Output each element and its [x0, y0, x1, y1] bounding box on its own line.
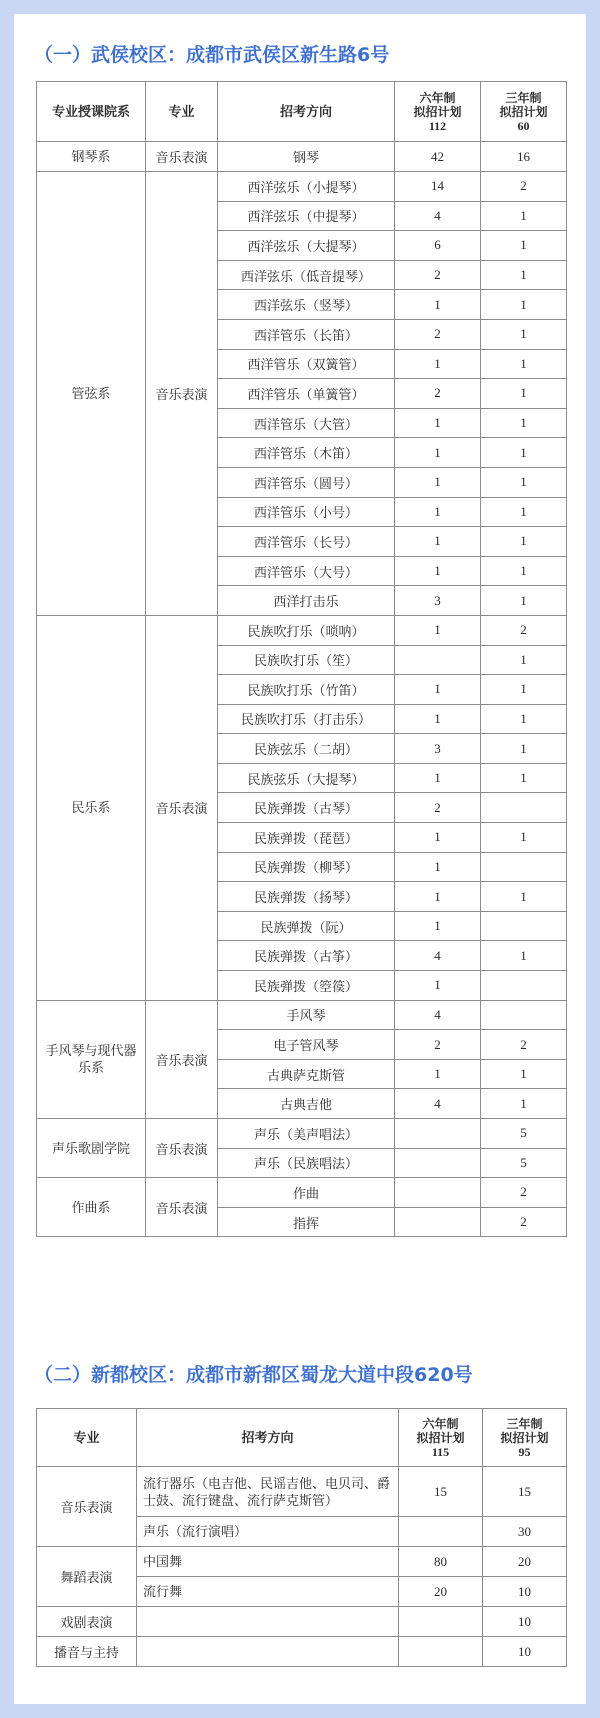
enrollment-table-xindu: [36, 1408, 567, 1667]
three-year-cell: 5: [481, 1148, 567, 1178]
six-year-cell: 1: [395, 408, 481, 438]
six-year-cell: 2: [395, 1030, 481, 1060]
six-year-cell: 1: [395, 1059, 481, 1089]
three-year-cell: 5: [481, 1119, 567, 1149]
six-year-cell: 1: [395, 290, 481, 320]
major-cell: 音乐表演: [146, 172, 218, 616]
header-dept: 专业授课院系: [37, 82, 146, 142]
table-row: [37, 1467, 567, 1517]
three-year-cell: 1: [481, 704, 567, 734]
direction-cell: [137, 1637, 399, 1667]
three-year-cell: 1: [481, 408, 567, 438]
dept-cell: 民乐系: [37, 615, 146, 1000]
major-cell: 音乐表演: [146, 615, 218, 1000]
three-year-cell: 15: [483, 1467, 567, 1517]
six-year-cell: [395, 645, 481, 675]
table-row: [37, 1178, 567, 1208]
three-year-cell: 10: [483, 1577, 567, 1607]
major-cell: 舞蹈表演: [37, 1547, 137, 1607]
six-year-cell: 2: [395, 319, 481, 349]
major-cell: 音乐表演: [146, 1178, 218, 1237]
dept-cell: 声乐歌剧学院: [37, 1119, 146, 1178]
six-year-cell: 4: [395, 1000, 481, 1030]
six-year-cell: [395, 1207, 481, 1237]
direction-cell: 西洋弦乐（中提琴）: [218, 201, 395, 231]
direction-cell: [137, 1607, 399, 1637]
header-major: 专业: [146, 82, 218, 142]
three-year-cell: [481, 1000, 567, 1030]
direction-cell: 民族弦乐（大提琴）: [218, 763, 395, 793]
six-year-cell: 3: [395, 586, 481, 616]
direction-cell: 手风琴: [218, 1000, 395, 1030]
six-year-cell: 2: [395, 260, 481, 290]
direction-cell: 西洋弦乐（竖琴）: [218, 290, 395, 320]
direction-cell: 声乐（民族唱法）: [218, 1148, 395, 1178]
three-year-cell: 1: [481, 823, 567, 853]
direction-cell: 西洋管乐（圆号）: [218, 467, 395, 497]
six-year-cell: 1: [395, 527, 481, 557]
three-year-cell: 1: [481, 201, 567, 231]
major-cell: 音乐表演: [146, 1119, 218, 1178]
table-row: [37, 1547, 567, 1577]
direction-cell: 中国舞: [137, 1547, 399, 1577]
direction-cell: 民族弹拨（古筝）: [218, 941, 395, 971]
six-year-cell: 1: [395, 911, 481, 941]
direction-cell: 西洋管乐（小号）: [218, 497, 395, 527]
six-year-cell: 1: [395, 763, 481, 793]
table-row: [37, 172, 567, 202]
header-six-year: 六年制 拟招计划 115: [399, 1409, 483, 1467]
direction-cell: 民族弹拨（扬琴）: [218, 882, 395, 912]
three-year-cell: 1: [481, 1089, 567, 1119]
six-year-cell: 1: [395, 556, 481, 586]
six-year-cell: 2: [395, 793, 481, 823]
direction-cell: 流行舞: [137, 1577, 399, 1607]
three-year-cell: 1: [481, 1059, 567, 1089]
table-row: [37, 1637, 567, 1667]
table-row: [37, 1607, 567, 1637]
direction-cell: 民族吹打乐（笙）: [218, 645, 395, 675]
major-cell: 戏剧表演: [37, 1607, 137, 1637]
three-year-cell: 1: [481, 941, 567, 971]
six-year-cell: [399, 1637, 483, 1667]
six-year-cell: 15: [399, 1467, 483, 1517]
six-year-cell: 1: [395, 852, 481, 882]
direction-cell: 声乐（流行演唱）: [137, 1517, 399, 1547]
header-six-year: 六年制 拟招计划 112: [395, 82, 481, 142]
major-cell: 音乐表演: [146, 1000, 218, 1118]
direction-cell: 民族弹拨（阮）: [218, 911, 395, 941]
major-cell: 播音与主持: [37, 1637, 137, 1667]
six-year-cell: 6: [395, 231, 481, 261]
table-header-row: [37, 1409, 567, 1467]
header-three-year: 三年制 拟招计划 60: [481, 82, 567, 142]
direction-cell: 民族弹拨（柳琴）: [218, 852, 395, 882]
three-year-cell: 1: [481, 675, 567, 705]
dept-cell: 钢琴系: [37, 142, 146, 172]
three-year-cell: [481, 911, 567, 941]
direction-cell: 西洋弦乐（小提琴）: [218, 172, 395, 202]
three-year-cell: 1: [481, 231, 567, 261]
major-cell: 音乐表演: [146, 142, 218, 172]
six-year-cell: 2: [395, 379, 481, 409]
three-year-cell: [481, 971, 567, 1001]
three-year-cell: [481, 852, 567, 882]
three-year-cell: 20: [483, 1547, 567, 1577]
direction-cell: 西洋弦乐（大提琴）: [218, 231, 395, 261]
three-year-cell: 2: [481, 1178, 567, 1208]
six-year-cell: 1: [395, 467, 481, 497]
three-year-cell: 2: [481, 1207, 567, 1237]
direction-cell: 西洋管乐（木笛）: [218, 438, 395, 468]
three-year-cell: 30: [483, 1517, 567, 1547]
six-year-cell: 1: [395, 823, 481, 853]
direction-cell: 民族弦乐（二胡）: [218, 734, 395, 764]
direction-cell: 民族弹拨（琵琶）: [218, 823, 395, 853]
three-year-cell: 1: [481, 290, 567, 320]
dept-cell: 作曲系: [37, 1178, 146, 1237]
dept-cell: 管弦系: [37, 172, 146, 616]
three-year-cell: 1: [481, 586, 567, 616]
three-year-cell: 1: [481, 763, 567, 793]
six-year-cell: 14: [395, 172, 481, 202]
three-year-cell: 1: [481, 319, 567, 349]
direction-cell: 指挥: [218, 1207, 395, 1237]
three-year-cell: 2: [481, 1030, 567, 1060]
direction-cell: 民族弹拨（古琴）: [218, 793, 395, 823]
six-year-cell: 3: [395, 734, 481, 764]
section-title-xindu: （二）新都校区：成都市新都区蜀龙大道中段620号: [34, 1364, 473, 1386]
header-three-year: 三年制 拟招计划 95: [483, 1409, 567, 1467]
direction-cell: 声乐（美声唱法）: [218, 1119, 395, 1149]
direction-cell: 民族吹打乐（打击乐）: [218, 704, 395, 734]
three-year-cell: 1: [481, 379, 567, 409]
six-year-cell: 80: [399, 1547, 483, 1577]
direction-cell: 电子管风琴: [218, 1030, 395, 1060]
major-cell: 音乐表演: [37, 1467, 137, 1547]
six-year-cell: 1: [395, 971, 481, 1001]
direction-cell: 作曲: [218, 1178, 395, 1208]
six-year-cell: 1: [395, 349, 481, 379]
six-year-cell: 4: [395, 1089, 481, 1119]
three-year-cell: 1: [481, 645, 567, 675]
three-year-cell: 1: [481, 882, 567, 912]
six-year-cell: 4: [395, 201, 481, 231]
six-year-cell: 4: [395, 941, 481, 971]
three-year-cell: 1: [481, 349, 567, 379]
dept-cell: 手风琴与现代器乐系: [37, 1000, 146, 1118]
three-year-cell: 10: [483, 1637, 567, 1667]
three-year-cell: 2: [481, 172, 567, 202]
direction-cell: 民族弹拨（箜篌）: [218, 971, 395, 1001]
six-year-cell: 20: [399, 1577, 483, 1607]
three-year-cell: [481, 793, 567, 823]
table-row: [37, 1119, 567, 1149]
direction-cell: 西洋打击乐: [218, 586, 395, 616]
three-year-cell: 1: [481, 260, 567, 290]
direction-cell: 西洋管乐（单簧管）: [218, 379, 395, 409]
enrollment-table-wuhou: [36, 81, 567, 1237]
table-row: [37, 142, 567, 172]
three-year-cell: 1: [481, 556, 567, 586]
header-direction: 招考方向: [218, 82, 395, 142]
header-major: 专业: [37, 1409, 137, 1467]
six-year-cell: 1: [395, 497, 481, 527]
direction-cell: 西洋管乐（长笛）: [218, 319, 395, 349]
six-year-cell: [395, 1148, 481, 1178]
direction-cell: 古典萨克斯管: [218, 1059, 395, 1089]
three-year-cell: 1: [481, 527, 567, 557]
three-year-cell: 1: [481, 734, 567, 764]
direction-cell: 钢琴: [218, 142, 395, 172]
direction-cell: 西洋弦乐（低音提琴）: [218, 260, 395, 290]
six-year-cell: 42: [395, 142, 481, 172]
six-year-cell: [395, 1178, 481, 1208]
six-year-cell: [399, 1607, 483, 1637]
direction-cell: 西洋管乐（大号）: [218, 556, 395, 586]
six-year-cell: [395, 1119, 481, 1149]
table-row: [37, 1000, 567, 1030]
six-year-cell: 1: [395, 882, 481, 912]
direction-cell: 西洋管乐（长号）: [218, 527, 395, 557]
six-year-cell: 1: [395, 438, 481, 468]
three-year-cell: 1: [481, 438, 567, 468]
table-row: [37, 615, 567, 645]
direction-cell: 民族吹打乐（竹笛）: [218, 675, 395, 705]
direction-cell: 西洋管乐（大管）: [218, 408, 395, 438]
three-year-cell: 16: [481, 142, 567, 172]
direction-cell: 古典吉他: [218, 1089, 395, 1119]
header-direction: 招考方向: [137, 1409, 399, 1467]
six-year-cell: 1: [395, 704, 481, 734]
direction-cell: 西洋管乐（双簧管）: [218, 349, 395, 379]
direction-cell: 民族吹打乐（唢呐）: [218, 615, 395, 645]
three-year-cell: 10: [483, 1607, 567, 1637]
six-year-cell: 1: [395, 615, 481, 645]
six-year-cell: [399, 1517, 483, 1547]
direction-cell: 流行器乐（电吉他、民谣吉他、电贝司、爵士鼓、流行键盘、流行萨克斯管）: [137, 1467, 399, 1517]
three-year-cell: 1: [481, 467, 567, 497]
three-year-cell: 1: [481, 497, 567, 527]
section-title-wuhou: （一）武侯校区：成都市武侯区新生路6号: [34, 44, 390, 66]
three-year-cell: 2: [481, 615, 567, 645]
table-header-row: [37, 82, 567, 142]
six-year-cell: 1: [395, 675, 481, 705]
